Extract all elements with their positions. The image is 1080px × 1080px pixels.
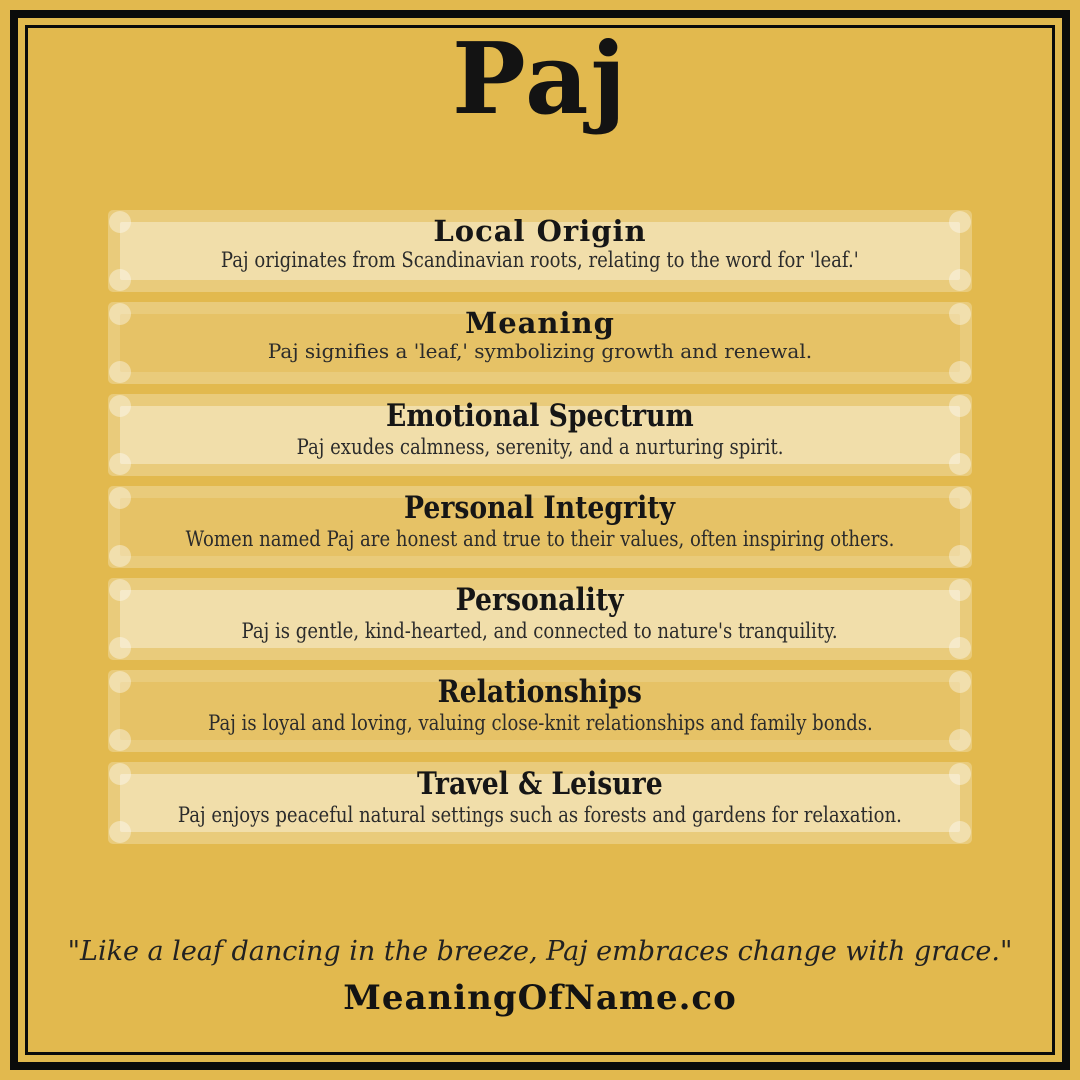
card-content bbox=[108, 394, 972, 459]
card-content bbox=[108, 486, 972, 551]
card-personal-integrity bbox=[108, 486, 972, 568]
card-description: Paj signifies a 'leaf,' symbolizing growth and renewal. bbox=[267, 339, 813, 364]
quote-text: "Like a leaf dancing in the breeze, Paj embraces change with grace." bbox=[67, 936, 1013, 967]
card-title: Relationships bbox=[437, 674, 643, 710]
card-emotional-spectrum bbox=[108, 394, 972, 476]
corner-dot-icon bbox=[109, 361, 131, 383]
card-content bbox=[108, 210, 972, 273]
card-relationships bbox=[108, 670, 972, 752]
card-title: Meaning bbox=[465, 306, 615, 340]
brand-name: MeaningOfName.co bbox=[343, 978, 737, 1018]
card-title: Travel & Leisure bbox=[417, 766, 663, 802]
card-local-origin bbox=[108, 210, 972, 292]
card-description: Paj exudes calmness, serenity, and a nurturing spirit. bbox=[296, 434, 784, 459]
card-meaning bbox=[108, 302, 972, 384]
card-description: Paj enjoys peaceful natural settings such as forests and gardens for relaxation. bbox=[178, 802, 902, 827]
card-description: Paj is gentle, kind-hearted, and connected to nature's tranquility. bbox=[241, 618, 839, 643]
card-title: Personality bbox=[456, 582, 624, 618]
card-description: Paj originates from Scandinavian roots, relating to the word for 'leaf.' bbox=[221, 248, 859, 273]
card-content bbox=[108, 302, 972, 363]
card-content bbox=[108, 578, 972, 643]
card-personality bbox=[108, 578, 972, 660]
card-title: Emotional Spectrum bbox=[386, 398, 694, 434]
card-list bbox=[108, 210, 972, 844]
card-content bbox=[108, 670, 972, 735]
card-travel-leisure bbox=[108, 762, 972, 844]
card-description: Paj is loyal and loving, valuing close-knit relationships and family bonds. bbox=[207, 710, 873, 735]
corner-dot-icon bbox=[949, 361, 971, 383]
card-description: Women named Paj are honest and true to their values, often inspiring others. bbox=[185, 526, 895, 551]
page-title: Paj bbox=[451, 22, 629, 137]
card-title: Local Origin bbox=[433, 214, 647, 248]
card-title: Personal Integrity bbox=[404, 490, 676, 526]
card-content bbox=[108, 762, 972, 827]
